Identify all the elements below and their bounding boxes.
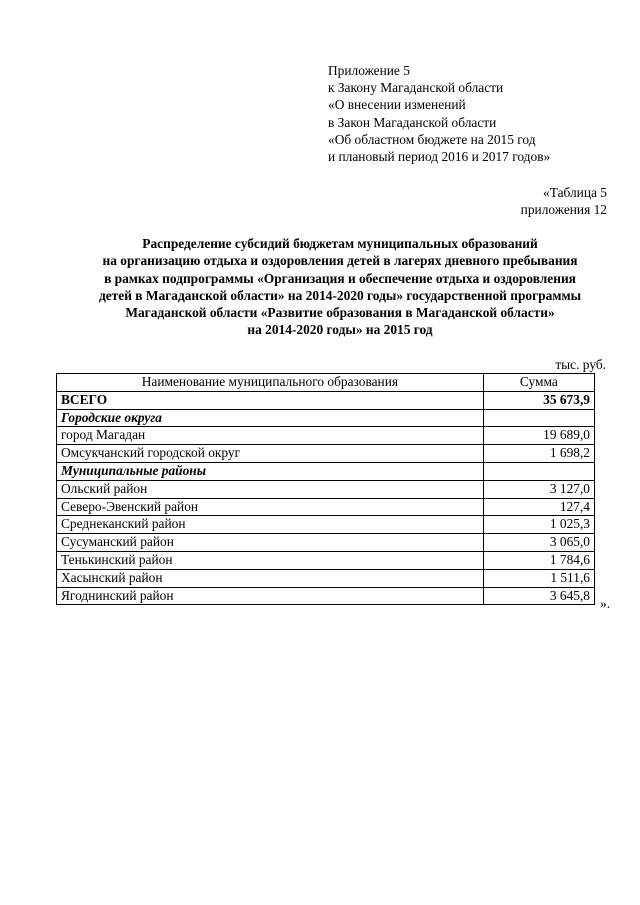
appendix-line: к Закону Магаданской области bbox=[328, 80, 504, 96]
title-line: на организацию отдыха и оздоровления детей в лагерях дневного пребывания bbox=[102, 253, 578, 269]
title-line: на 2014-2020 годы» на 2015 год bbox=[247, 322, 433, 338]
title-line: Распределение субсидий бюджетам муниципальных образований bbox=[142, 236, 538, 251]
row-name: Сусуманский район bbox=[57, 534, 484, 552]
row-name: город Магадан bbox=[57, 427, 484, 445]
row-name: Тенькинский район bbox=[57, 551, 484, 569]
table-row bbox=[57, 480, 595, 498]
row-sum: 127,4 bbox=[483, 498, 594, 516]
group-title: Муниципальные районы bbox=[57, 462, 484, 480]
row-name: Северо-Эвенский район bbox=[57, 498, 484, 516]
row-name: Среднеканский район bbox=[57, 516, 484, 534]
row-name: Хасынский район bbox=[57, 569, 484, 587]
units-label: тыс. руб. bbox=[555, 357, 606, 372]
row-sum: 1 511,6 bbox=[483, 569, 594, 587]
table-row bbox=[57, 587, 595, 605]
row-sum: 1 698,2 bbox=[483, 445, 594, 463]
closing-quote-mark: ». bbox=[600, 596, 611, 611]
title-line: детей в Магаданской области» на 2014-2020 годы» государственной программы bbox=[98, 287, 582, 303]
appendix-line: и плановый период 2016 и 2017 годов» bbox=[328, 149, 551, 165]
table-reference bbox=[521, 184, 607, 218]
table-row bbox=[57, 445, 595, 463]
title-line: Магаданской области «Развитие образования в Магаданской области» bbox=[125, 305, 555, 321]
table-reference-line: приложения 12 bbox=[520, 202, 607, 218]
row-name: Ольский район bbox=[57, 480, 484, 498]
title-line: в рамках подпрограммы «Организация и обеспечение отдыха и оздоровления bbox=[104, 270, 576, 286]
table-row bbox=[57, 551, 595, 569]
appendix-line: в Закон Магаданской области bbox=[328, 114, 497, 130]
table-row bbox=[57, 516, 595, 534]
table-row bbox=[57, 427, 595, 445]
row-sum: 3 065,0 bbox=[483, 534, 594, 552]
row-sum: 19 689,0 bbox=[483, 427, 594, 445]
appendix-line: «Об областном бюджете на 2015 год bbox=[328, 131, 536, 147]
table-header-row bbox=[57, 374, 595, 392]
total-sum: 35 673,9 bbox=[483, 391, 594, 409]
header-sum: Сумма bbox=[483, 374, 594, 392]
group-sum-empty bbox=[483, 409, 594, 427]
group-sum-empty bbox=[483, 462, 594, 480]
row-sum: 3 645,8 bbox=[483, 587, 594, 605]
group-row bbox=[57, 409, 595, 427]
appendix-line: Приложение 5 bbox=[328, 63, 410, 78]
row-sum: 3 127,0 bbox=[483, 480, 594, 498]
appendix-header bbox=[328, 62, 550, 165]
table-row bbox=[57, 534, 595, 552]
total-row bbox=[57, 391, 595, 409]
subsidy-table bbox=[56, 373, 595, 605]
row-name: Ягоднинский район bbox=[57, 587, 484, 605]
table-reference-line: «Таблица 5 bbox=[543, 185, 607, 200]
table-row bbox=[57, 498, 595, 516]
row-sum: 1 025,3 bbox=[483, 516, 594, 534]
document-title bbox=[40, 235, 640, 339]
header-name: Наименование муниципального образования bbox=[57, 374, 484, 392]
total-label: ВСЕГО bbox=[57, 391, 484, 409]
group-row bbox=[57, 462, 595, 480]
group-title: Городские округа bbox=[57, 409, 484, 427]
appendix-line: «О внесении изменений bbox=[328, 97, 466, 113]
row-sum: 1 784,6 bbox=[483, 551, 594, 569]
table-row bbox=[57, 569, 595, 587]
row-name: Омсукчанский городской округ bbox=[57, 445, 484, 463]
